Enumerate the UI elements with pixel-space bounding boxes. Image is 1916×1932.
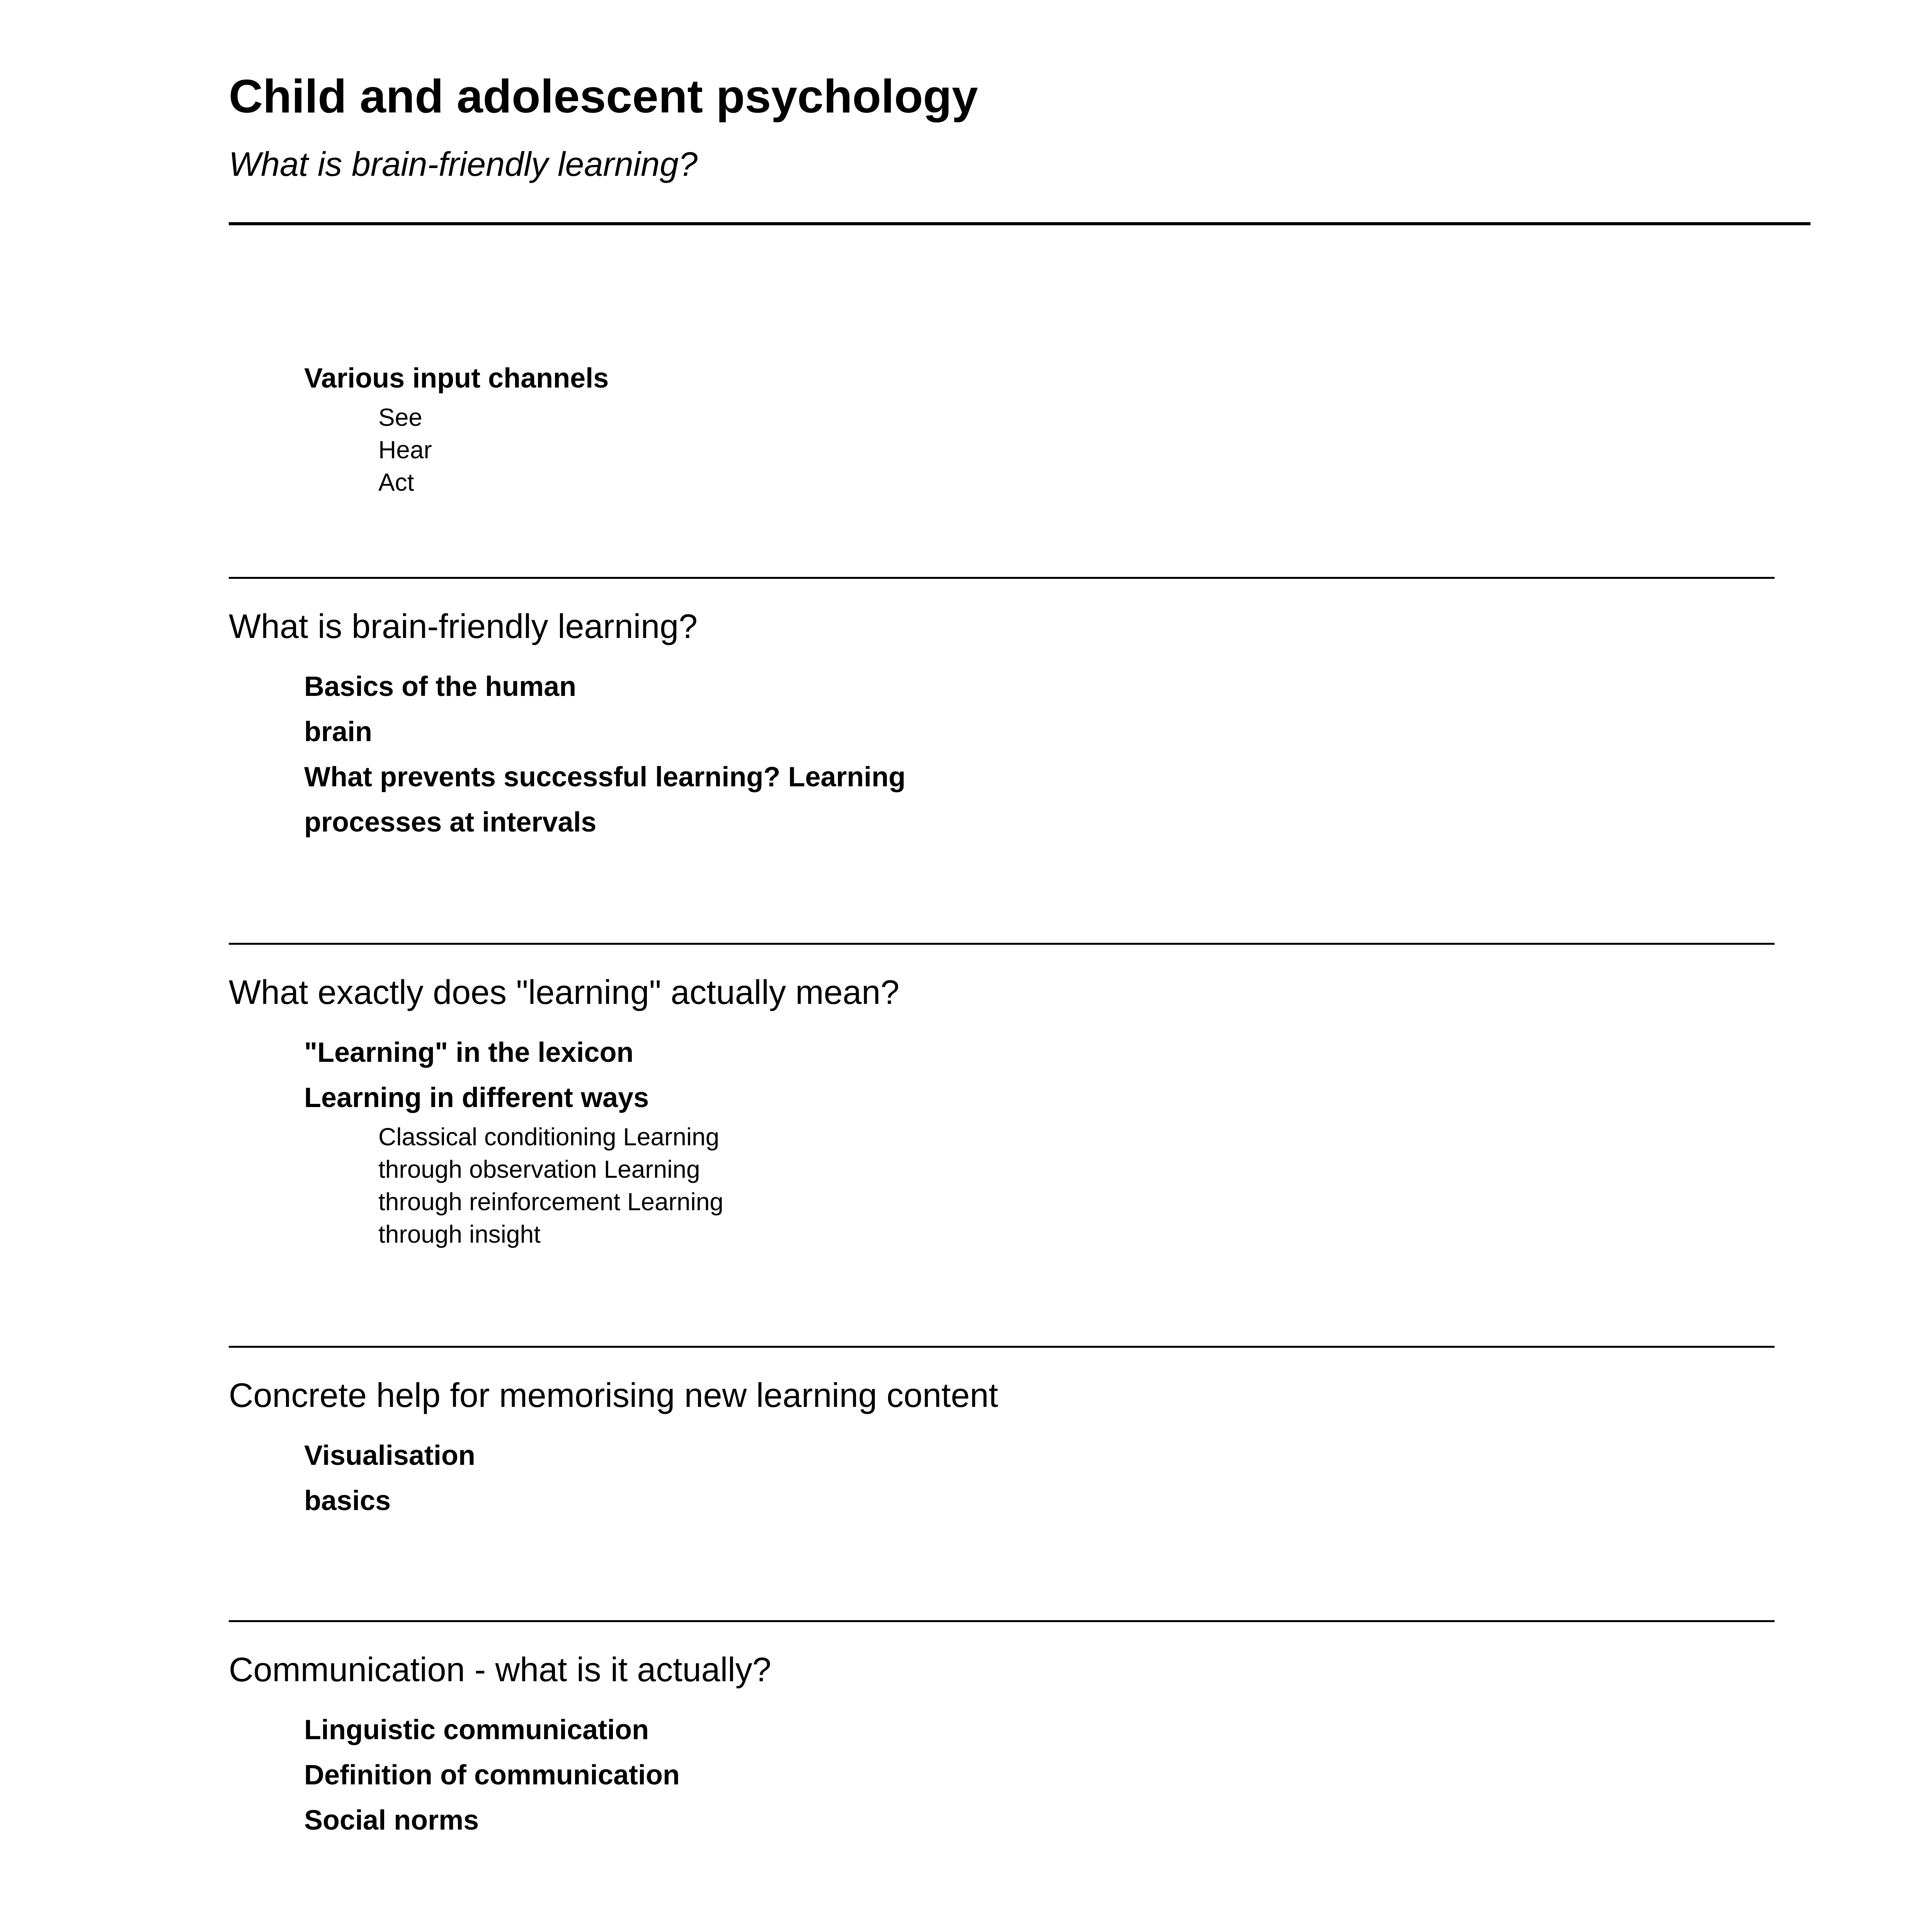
section-heading: Concrete help for memorising new learning content [229,1376,998,1414]
section-heading: What exactly does "learning" actually mean? [229,973,900,1011]
section-line: "Learning" in the lexicon [304,1037,634,1068]
section-line: Linguistic communication [304,1714,649,1745]
section-brain-friendly [229,577,1775,845]
intro-item: Act [378,468,414,496]
section-line: What prevents successful learning? Learning [304,761,906,793]
section-line: brain [304,716,373,747]
section-line: basics [304,1485,391,1516]
intro-block [304,356,609,498]
section-sub-line: Classical conditioning Learning [378,1122,720,1151]
intro-item: See [378,403,422,431]
section-heading: What is brain-friendly learning? [229,607,698,645]
section-line: Social norms [304,1804,479,1836]
section-sub-line: through insight [378,1220,541,1248]
section-heading: Communication - what is it actually? [229,1650,771,1689]
section-sub-line: through observation Learning [378,1155,700,1183]
section-items [304,1433,1775,1524]
section-communication [229,1620,1775,1843]
page-title: Child and adolescent psychology [229,70,978,122]
section-divider [229,1346,1775,1348]
section-sub-list [378,1121,1775,1250]
header-rule [229,222,1811,225]
section-line: Learning in different ways [304,1082,649,1113]
intro-heading: Various input channels [304,363,609,394]
section-memorising [229,1346,1775,1524]
section-sub-line: through reinforcement Learning [378,1187,723,1216]
section-line: processes at intervals [304,806,597,838]
intro-list [378,401,609,498]
section-divider [229,943,1775,945]
section-line: Visualisation [304,1440,475,1471]
page-subtitle: What is brain-friendly learning? [229,145,698,183]
section-items [304,1708,1775,1843]
section-divider [229,1620,1775,1622]
section-line: Basics of the human [304,671,577,702]
section-line: Definition of communication [304,1759,680,1791]
section-learning-meaning [229,943,1775,1250]
intro-item: Hear [378,436,432,464]
section-items [304,664,1775,845]
section-items [304,1030,1775,1250]
section-divider [229,577,1775,579]
